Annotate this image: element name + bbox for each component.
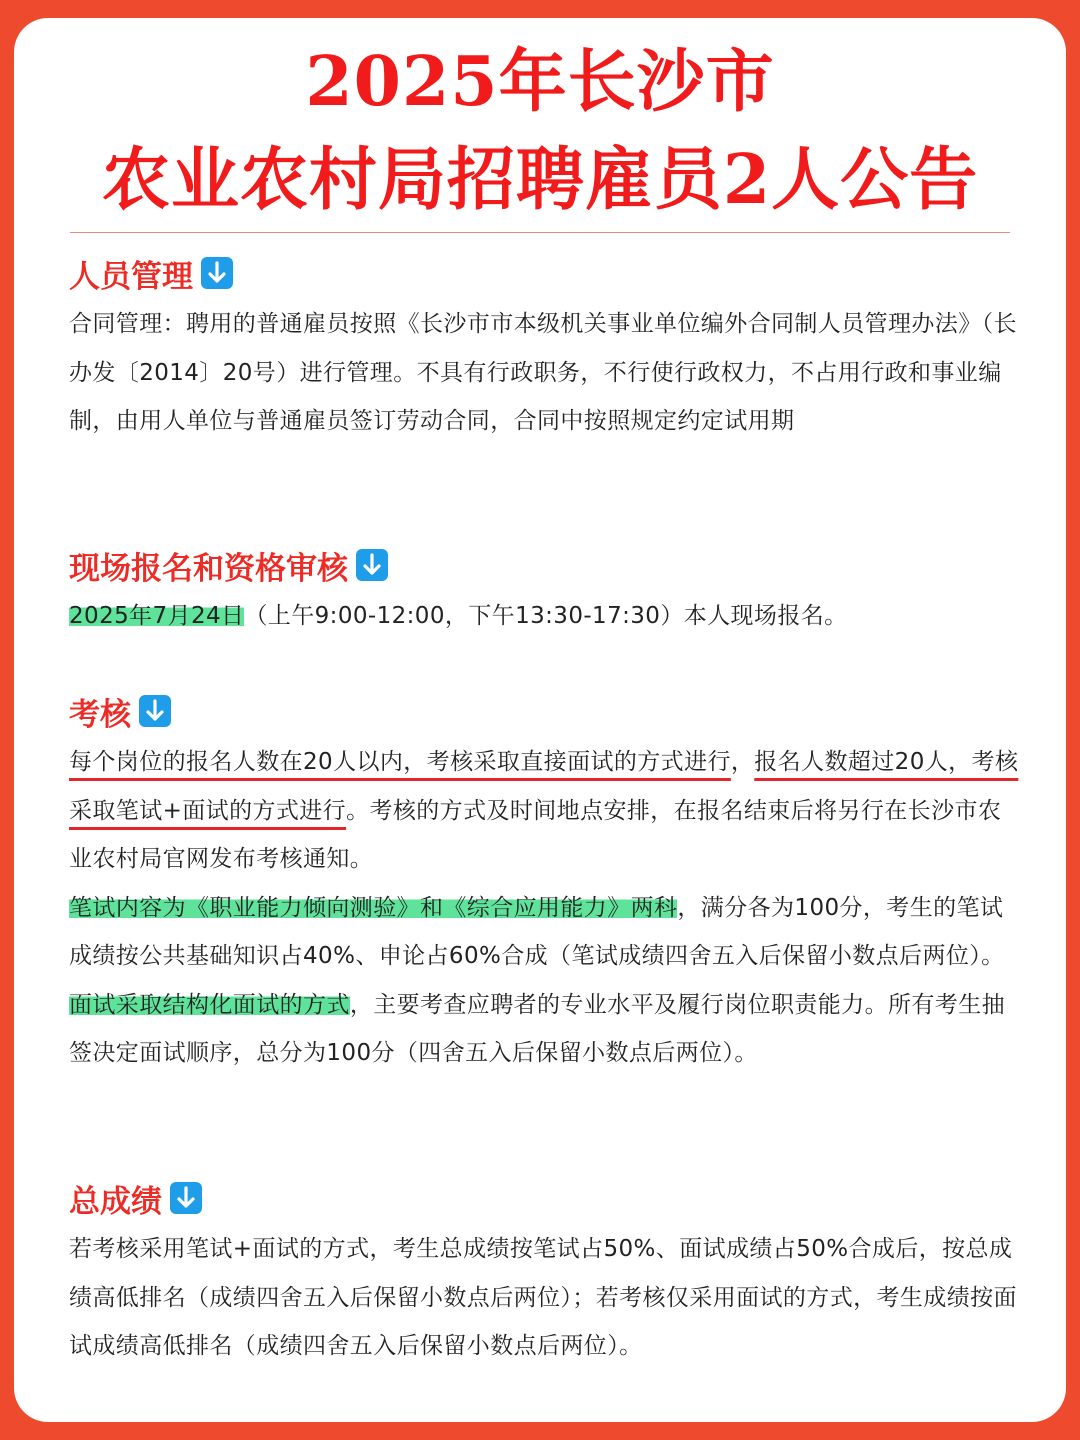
underlined-text: 报名人数超过20人，考核采取笔试+面试的方式进行 [69,749,1019,824]
section-heading-label: 考核 [69,696,131,733]
underlined-text: 每个岗位的报名人数在20人以内，考核采取直接面试的方式进行 [69,749,731,775]
highlighted-text: 面试采取结构化面试的方式 [69,991,350,1018]
paragraph-text: 。考核的方式及时间地点安排，在报名结束后将另行在长沙市农业农村局官网发布考核通知。 [69,797,1002,872]
section-heading-personnel [69,253,233,293]
notice-card [14,18,1066,1422]
separator: ， [730,749,755,775]
title-divider [70,232,1010,233]
down-arrow-icon [356,549,388,581]
section-heading-label: 现场报名和资格审核 [69,550,348,587]
section-heading-registration [69,545,388,585]
paragraph-text: ，满分各为100分，考生的笔试成绩按公共基础知识占40%、申论占60%合成（笔试成绩四舍五入后保留小数点后两位）。 [69,894,1005,969]
down-arrow-icon [201,257,233,289]
date-highlight: 2025年7月24日 [69,603,245,629]
section-heading-assessment [69,691,171,731]
paragraph [69,592,1019,641]
paragraph [69,981,1019,1078]
section-heading-label: 总成绩 [69,1183,162,1220]
highlighted-text: 笔试内容为《职业能力倾向测验》和《综合应用能力》两科 [69,894,678,921]
page-title-line2: 农业农村局招聘雇员2人公告 [101,140,979,220]
down-arrow-icon [170,1182,202,1214]
section-body-registration [69,592,1019,641]
section-body-personnel [69,300,1019,446]
down-arrow-icon [139,695,171,727]
paragraph-text: ，主要考查应聘者的专业水平及履行岗位职责能力。所有考生抽签决定面试顺序，总分为100分（四舍五入后保留小数点后两位）。 [69,991,1006,1066]
page-title-line1: 2025年长沙市 [305,42,775,122]
paragraph: 合同管理：聘用的普通雇员按照《长沙市市本级机关事业单位编外合同制人员管理办法》（长办发〔2014〕20号）进行管理。不具有行政职务，不行使行政权力，不占用行政和事业编制，由用人单位与普通雇员签订劳动合同，合同中按照规定约定试用期 [69,311,1017,434]
section-body-total-score [69,1225,1019,1371]
date-detail: （上午9:00-12:00，下午13:30-17:30）本人现场报名。 [244,603,848,629]
paragraph [69,884,1019,981]
section-heading-total-score [69,1178,202,1218]
section-heading-label: 人员管理 [69,258,193,295]
section-body-assessment [69,738,1019,1078]
paragraph: 若考核采用笔试+面试的方式，考生总成绩按笔试占50%、面试成绩占50%合成后，按总成绩高低排名（成绩四舍五入后保留小数点后两位）；若考核仅采用面试的方式，考生成绩按面试成绩高低排名（成绩四舍五入后保留小数点后两位）。 [69,1236,1017,1359]
paragraph [69,738,1019,884]
